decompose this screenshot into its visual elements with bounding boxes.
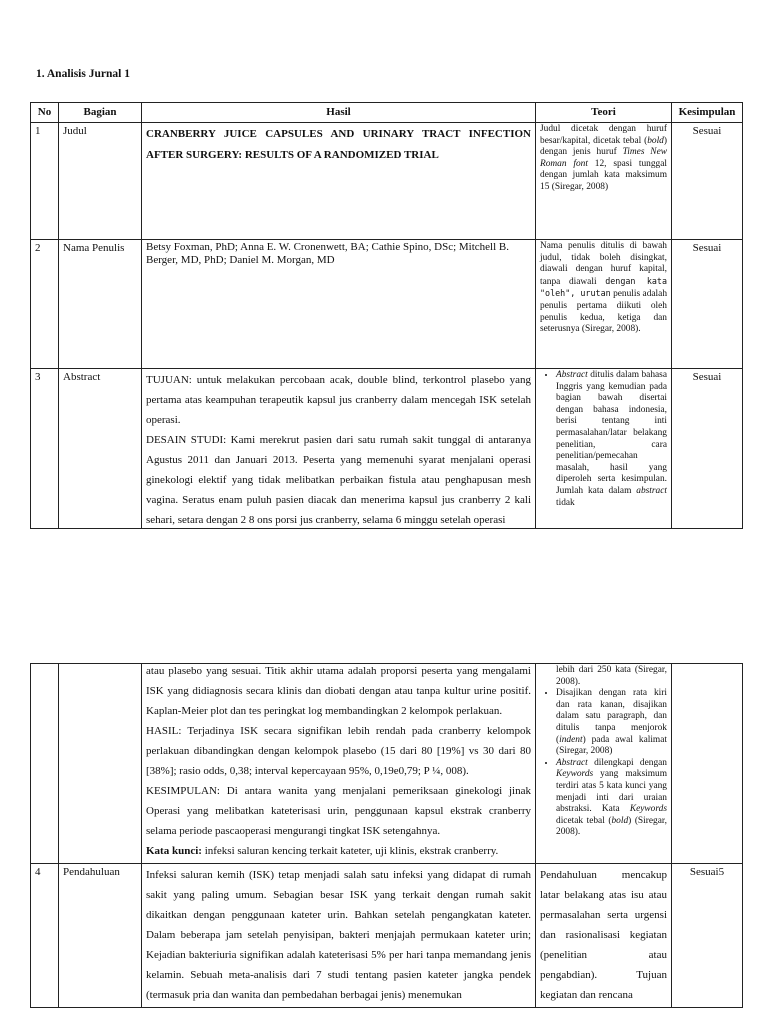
cell-bagian: Pendahuluan	[59, 864, 142, 1008]
header-teori: Teori	[536, 103, 672, 123]
cell-kesimpulan: Sesuai5	[672, 864, 743, 1008]
pendahuluan-text: Infeksi saluran kemih (ISK) tetap menjadi salah satu infeksi yang didapat di rumah sakit yang paling umum. Sebagian besar ISK yang terkait dengan rumah sakit dikaitkan dengan penggunaan kateter urin. Bahkan setelah pengangkatan kateter. Dalam beberapa jam setelah penyisipan, bakteri menjajah permukaan kateter urin; Kejadian bakteriuria signifikan adalah kateterisasi 5% per hari tanpa memandang jenis kelamin. Sebuah meta-analisis dari 7 studi tentang pasien kateter jangka pendek (termasuk pria dan wanita dan pembedahan berbagai jenis) menemukan	[146, 869, 531, 1001]
cell-teori	[536, 864, 672, 1008]
teori-text: Judul dicetak dengan huruf besar/kapital, dicetak tebal (bold) dengan jenis huruf Times New Roman font 12, spasi tunggal dengan jumlah kata maksimum 15 (Siregar, 2008)	[540, 124, 667, 192]
abstract-hasil: HASIL: Terjadinya ISK secara signifikan lebih rendah pada cranberry kelompok perlakuan dibandingkan dengan kelompok plasebo (15 dari 80 [19%] vs 30 dari 80 [38%]; rasio odds, 0,38; interval kepercayaan 95%, 0,19e0,79; P ¼, 008).	[146, 725, 531, 777]
list-item: • Abstract ditulis dalam bahasa Inggris yang kemudian pada bagian bawah disertai dengan bahasa indonesia, berisi tentang inti permasalahan/latar belakang penelitian, cara penelitian/pemecahan masalah, hasil yang diperoleh serta kesimpulan. Jumlah kata dalam abstract tidak	[556, 370, 667, 509]
table-row	[31, 664, 743, 864]
journal-analysis-table	[30, 102, 743, 529]
teori-list	[540, 370, 667, 509]
header-no: No	[31, 103, 59, 123]
cell-bagian	[59, 664, 142, 864]
abstract-desain-studi: DESAIN STUDI: Kami merekrut pasien dari satu rumah sakit tunggal di antaranya Agustus 2011 dan Januari 2013. Peserta yang memenuhi syarat menjalani operasi ginekologi elektif yang tidak melibatkan perbaikan fistula atau penghapusan mesh vagina. Seratus enam puluh pasien diacak dan menerima kapsul jus cranberry 2 kali sehari, setara dengan 2 8 ons porsi jus cranberry, selama 6 minggu setelah operasi	[146, 434, 531, 526]
cell-bagian: Abstract	[59, 369, 142, 529]
cell-no: 2	[31, 240, 59, 369]
cell-hasil	[142, 240, 536, 369]
list-item: • Disajikan dengan rata kiri dan rata kanan, disajikan dalam satu paragraph, dan ditulis tanpa menjorok (indent) pada awal kalimat (Siregar, 2008)	[556, 688, 667, 758]
teori-text: Nama penulis ditulis di bawah judul, tidak boleh disingkat, diawali dengan huruf kapital, tanpa diawali dengan kata "oleh", urutan penulis adalah penulis pertama diikuti oleh penulis kedua, ketiga dan seterusnya (Siregar, 2008).	[540, 241, 668, 335]
cell-kesimpulan: Sesuai	[672, 369, 743, 529]
authors-text: Betsy Foxman, PhD; Anna E. W. Cronenwett, BA; Cathie Spino, DSc; Mitchell B. Berger, MD, PhD; Daniel M. Morgan, MD	[146, 241, 509, 266]
table-header-row	[31, 103, 743, 123]
section-heading: 1. Analisis Jurnal 1	[36, 68, 130, 80]
journal-title: CRANBERRY JUICE CAPSULES AND URINARY TRACT INFECTION AFTER SURGERY: RESULTS OF A RANDOMIZED TRIAL	[146, 128, 531, 161]
cell-no: 3	[31, 369, 59, 529]
table-row	[31, 240, 743, 369]
table-row	[31, 864, 743, 1008]
list-item: • Abstract dilengkapi dengan Keywords yang maksimum terdiri atas 5 kata kunci yang menjadi inti dari uraian abstraksi. Kata Keywords dicetak tebal (bold) (Siregar, 2008).	[556, 758, 667, 839]
cell-teori	[536, 240, 672, 369]
table-row	[31, 123, 743, 240]
header-bagian: Bagian	[59, 103, 142, 123]
cell-kesimpulan: Sesuai	[672, 123, 743, 240]
cell-teori	[536, 369, 672, 529]
cell-kesimpulan	[672, 664, 743, 864]
abstract-kesimpulan: KESIMPULAN: Di antara wanita yang menjalani pemeriksaan ginekologi jinak Operasi yang melibatkan kateterisasi urin, penggunaan kapsul ekstrak cranberry selama periode pascaoperasi mengurangi tingkat ISK setengahnya.	[146, 785, 531, 837]
teori-text: Pendahuluan mencakup latar belakang atas isu atau permasalahan serta urgensi dan rasionalisasi kegiatan (penelitian atau pengabdian). Tujuan kegiatan dan rencana	[540, 869, 667, 1001]
teori-list	[540, 688, 667, 839]
header-kesimpulan: Kesimpulan	[672, 103, 743, 123]
cell-kesimpulan: Sesuai	[672, 240, 743, 369]
table-row	[31, 369, 743, 529]
abstract-tujuan: TUJUAN: untuk melakukan percobaan acak, double blind, terkontrol plasebo yang pertama atas keampuhan terapeutik kapsul jus cranberry dalam mencegah ISK setelah operasi.	[146, 374, 531, 426]
journal-analysis-table-continued	[30, 663, 743, 1008]
cell-hasil	[142, 123, 536, 240]
cell-bagian: Judul	[59, 123, 142, 240]
cell-no	[31, 664, 59, 864]
header-hasil: Hasil	[142, 103, 536, 123]
cell-hasil	[142, 864, 536, 1008]
cell-hasil	[142, 369, 536, 529]
cell-no: 1	[31, 123, 59, 240]
cell-hasil	[142, 664, 536, 864]
cell-no: 4	[31, 864, 59, 1008]
teori-continued: lebih dari 250 kata (Siregar, 2008).	[556, 665, 667, 687]
abstract-keywords: Kata kunci: infeksi saluran kencing terkait kateter, uji klinis, ekstrak cranberry.	[146, 845, 499, 857]
cell-teori	[536, 664, 672, 864]
abstract-continued: atau plasebo yang sesuai. Titik akhir utama adalah proporsi peserta yang mengalami ISK yang didiagnosis secara klinis dan diobati dengan atau tanpa kultur urine positif. Kaplan-Meier plot dan tes peringkat log membandingkan 2 kelompok perlakuan.	[146, 665, 531, 717]
cell-teori	[536, 123, 672, 240]
cell-bagian: Nama Penulis	[59, 240, 142, 369]
